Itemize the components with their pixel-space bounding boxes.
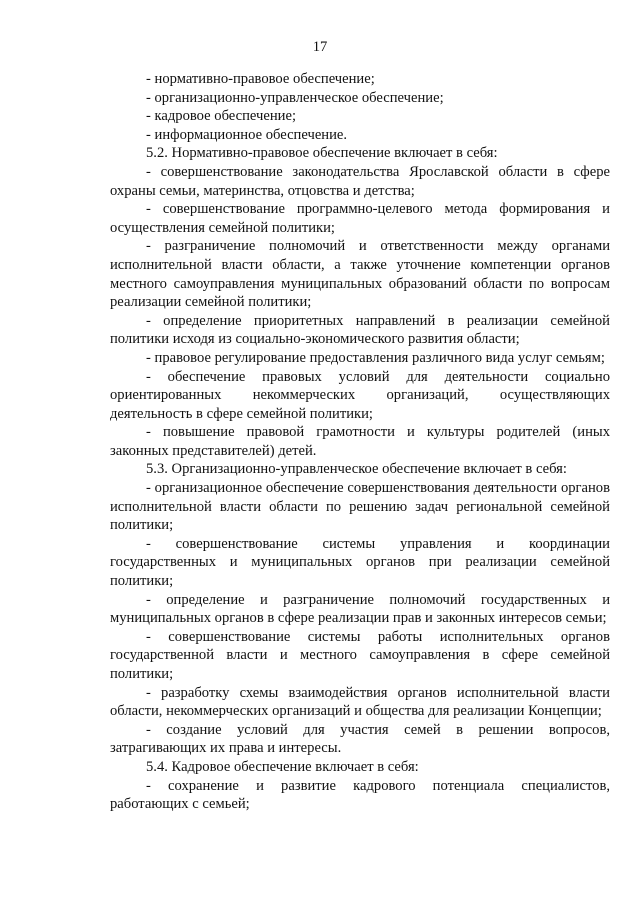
list-item: - правовое регулирование предоставления различного вида услуг семьям;	[146, 349, 605, 366]
list-item: - совершенствование системы управления и координации государственных и муниципальных органов при реализации семейной политики;	[110, 535, 610, 590]
list-item: - определение и разграничение полномочий государственных и муниципальных органов в сфере реализации прав и законных интересов семьи;	[110, 591, 610, 627]
list-item: - определение приоритетных направлений в реализации семейной политики исходя из социально-экономического развития области;	[110, 312, 610, 348]
list-item: - кадровое обеспечение;	[146, 108, 297, 125]
list-item: - организационно-управленческое обеспечение;	[146, 89, 444, 106]
list-item: - организационное обеспечение совершенствования деятельности органов исполнительной власти области по решению задач региональной семейной политики;	[110, 480, 610, 534]
list-item: - сохранение и развитие кадрового потенциала специалистов, работающих с семьей;	[110, 777, 610, 813]
section-heading-5-3: 5.3. Организационно-управленческое обеспечение включает в себя:	[146, 461, 567, 478]
section-heading-5-2: 5.2. Нормативно-правовое обеспечение включает в себя:	[146, 145, 498, 162]
page-number: 17	[312, 39, 328, 55]
list-item: - совершенствование программно-целевого метода формирования и осуществления семейной политики;	[110, 201, 610, 236]
list-item: - нормативно-правовое обеспечение;	[146, 71, 375, 87]
list-item: - разграничение полномочий и ответственности между органами исполнительной власти области, а также уточнение компетенции органов местного самоуправления муниципальных образований области по вопросам реализации семейной политики;	[110, 238, 610, 311]
list-item: - разработку схемы взаимодействия органов исполнительной власти области, некоммерческих организаций и общества для реализации Концепции;	[110, 684, 610, 720]
section-heading-5-4: 5.4. Кадровое обеспечение включает в себя:	[146, 758, 419, 775]
list-item: - создание условий для участия семей в решении вопросов, затрагивающих их права и интересы.	[110, 721, 610, 757]
list-item: - совершенствование законодательства Ярославской области в сфере охраны семьи, материнства, отцовства и детства;	[110, 163, 610, 199]
page-body	[110, 70, 610, 814]
list-item: - повышение правовой грамотности и культуры родителей (иных законных представителей) детей.	[110, 424, 610, 459]
list-item: - информационное обеспечение.	[146, 126, 348, 143]
list-item: - совершенствование системы работы исполнительных органов государственной власти и местного самоуправления в сфере семейной политики;	[110, 628, 610, 682]
list-item: - обеспечение правовых условий для деятельности социально ориентированных некоммерческих организаций, осуществляющих деятельность в сфере семейной политики;	[110, 368, 610, 422]
